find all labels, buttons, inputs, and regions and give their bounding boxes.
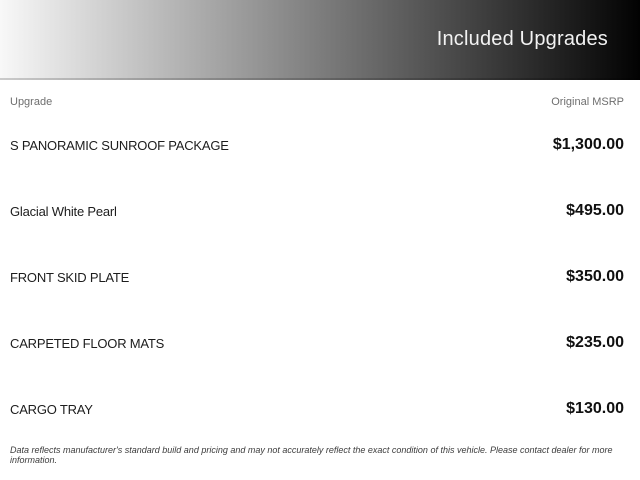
column-header-upgrade: Upgrade xyxy=(10,96,53,108)
upgrade-name: CARPETED FLOOR MATS xyxy=(10,335,165,351)
table-row xyxy=(10,244,624,310)
table-row xyxy=(10,310,624,376)
upgrades-table xyxy=(0,80,640,442)
column-header-original-msrp: Original MSRP xyxy=(551,96,624,108)
upgrade-name: S PANORAMIC SUNROOF PACKAGE xyxy=(10,137,229,153)
table-row xyxy=(10,112,624,178)
upgrade-name: Glacial White Pearl xyxy=(10,203,117,219)
table-row xyxy=(10,376,624,442)
table-row xyxy=(10,178,624,244)
upgrade-name: FRONT SKID PLATE xyxy=(10,269,130,285)
table-header-row xyxy=(10,80,624,112)
upgrade-msrp: $350.00 xyxy=(566,268,624,285)
upgrade-msrp: $235.00 xyxy=(566,334,624,351)
upgrade-msrp: $130.00 xyxy=(566,400,624,417)
upgrade-msrp: $1,300.00 xyxy=(552,136,624,153)
panel-header xyxy=(0,0,640,80)
upgrade-msrp: $495.00 xyxy=(566,202,624,219)
upgrade-name: CARGO TRAY xyxy=(10,401,93,417)
disclaimer-text: Data reflects manufacturer's standard build and pricing and may not accurately reflect the exact condition of this vehicle. Please contact dealer for more information. xyxy=(10,445,613,465)
panel-title: Included Upgrades xyxy=(436,27,608,50)
